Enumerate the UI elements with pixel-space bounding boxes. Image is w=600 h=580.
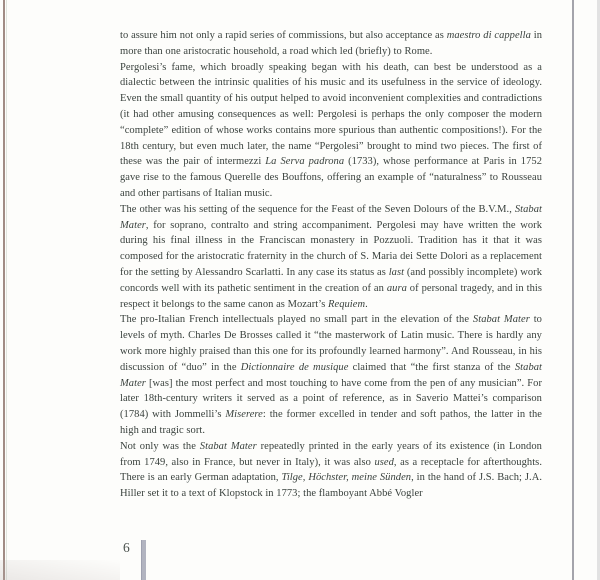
italic-text-run: Dictionnaire de musique	[240, 361, 349, 373]
text-run: : the former excelled in tender and soft pathos, the latter in the high and tragic sort.	[120, 409, 542, 436]
italic-text-run: used	[374, 456, 394, 468]
text-run: claimed that “the first stanza of the	[348, 361, 515, 373]
text-run: in more than one aristocratic household, a road which led (briefly) to Rome.	[120, 30, 542, 57]
footer-rule	[141, 540, 146, 580]
text-run: of personal tragedy, and in this respect it belongs to the same canon as Mozart’s	[120, 282, 542, 310]
text-run: .	[365, 298, 368, 310]
right-edge-line	[572, 0, 574, 580]
text-run: (1733), whose performance at Paris in 1752 gave rise to the famous Querelle des Bouffons, offering an example of “naturalness” to Rousseau and other partisans of Italian music.	[120, 156, 542, 199]
italic-text-run: Miserere	[225, 409, 263, 421]
italic-text-run: Tilge, Höchster, meine Sünden	[281, 472, 412, 484]
text-run: to levels of myth. Charles De Brosses called it “the masterwork of Latin music. There is hardly any work more highly praised than this one for its profoundly learned harmony”. And Rousseau, in his discussion of “duo” in the	[120, 314, 542, 373]
text-run: to assure him not only a rapid series of commissions, but also acceptance as	[120, 30, 447, 41]
italic-text-run: last	[388, 266, 405, 278]
text-run: The other was his setting of the sequence for the Feast of the Seven Dolours of the B.V.M.,	[120, 203, 515, 215]
italic-text-run: aura	[386, 282, 407, 294]
paragraph	[120, 28, 542, 60]
left-edge-shadow	[6, 0, 7, 580]
text-run: The pro-Italian French intellectuals played no small part in the elevation of the	[120, 314, 473, 326]
text-run: repeatedly printed in the early years of its existence (in London from 1749, also in France, but never in Italy), it was also	[120, 440, 542, 468]
paragraph	[120, 202, 542, 313]
italic-text-run: maestro di cappella	[446, 30, 531, 41]
paragraph	[120, 439, 542, 502]
italic-text-run: Stabat Mater	[120, 203, 542, 231]
italic-text-run: Stabat Mater	[199, 440, 257, 452]
italic-text-run: Stabat Mater	[472, 314, 530, 326]
text-run: , for soprano, contralto and string accompaniment. Pergolesi may have written the work during his final illness in the Franciscan monastery in Pozzuoli. Tradition has it that it was composed for the aristocratic fraternity in the church of S. Maria dei Sette Dolori as a replacement for the setting by Alessandro Scarlatti. In any case its status as	[120, 219, 542, 278]
corner-shadow	[0, 560, 120, 580]
italic-text-run: La Serva padrona	[265, 156, 345, 168]
text-block	[120, 28, 542, 502]
paragraph	[120, 60, 542, 202]
text-run: , in the hand of J.S. Bach; J.A. Hiller set it to a text of Klopstock in 1773; the flamboyant Abbé Vogler	[120, 472, 543, 500]
page-number: 6	[123, 540, 130, 555]
italic-text-run: Stabat Mater	[120, 361, 543, 389]
text-run: Not only was the	[120, 440, 200, 452]
text-run: Pergolesi’s fame, which broadly speaking began with his death, can best be understood as a dialectic between the intrinsic qualities of his music and its usefulness in the service of ideology. Even the small quantity of his output helped to avoid inconvenient complexities and contradictions (it had other amusing consequences as well: Pergolesi is perhaps the only composer the modern “complete” edition of whose works contains more spurious than authentic compositions!). For the 18th century, but even much later, the name “Pergolesi” brought to mind two pieces. The first of these was the pair of intermezzi	[120, 61, 542, 168]
left-edge-line	[3, 0, 5, 580]
text-run: , as a receptacle for afterthoughts. There is an early German adaptation,	[120, 456, 542, 484]
text-run: (and possibly incomplete) work concords well with its pathetic sentiment in the creation of an	[120, 266, 542, 294]
italic-text-run: Requiem	[328, 298, 366, 310]
paragraph	[120, 312, 542, 438]
text-run: [was] the most perfect and most touching to have come from the pen of any musician”. For later 18th-century writers it served as a point of reference, as in Saverio Mattei’s comparison (1784) with Jommelli’s	[120, 377, 542, 421]
